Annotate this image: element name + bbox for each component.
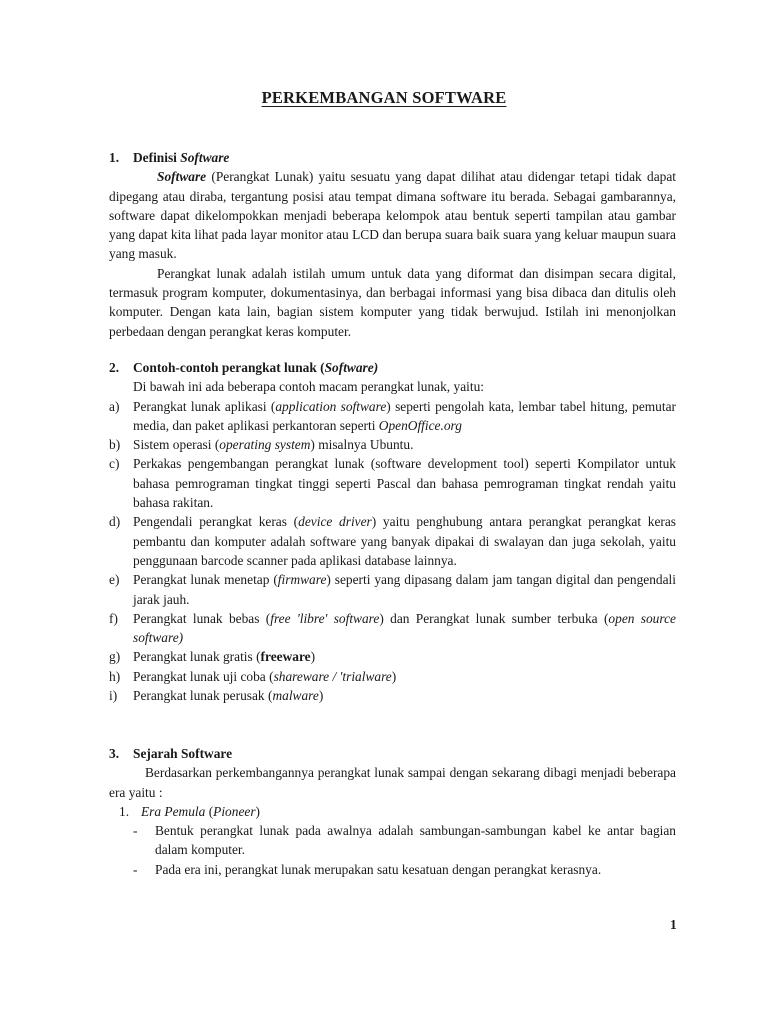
list-text: Sistem operasi (operating system) misalnya Ubuntu. xyxy=(133,437,414,453)
list-text: Perangkat lunak perusak (malware) xyxy=(133,688,324,704)
list-marker: g) xyxy=(109,649,121,665)
era-item: 1. Era Pemula (Pioneer) xyxy=(119,803,261,819)
section-heading: 3. Sejarah Software xyxy=(109,746,233,761)
list-item xyxy=(109,570,676,609)
dash-item: - Bentuk perangkat lunak pada awalnya adalah sambungan-sambungan kabel ke antar bagian dalam komputer. xyxy=(133,823,676,858)
section-heading: 2. Contoh-contoh perangkat lunak (Software) xyxy=(109,360,379,375)
list-marker: a) xyxy=(109,398,120,414)
list-item xyxy=(109,686,676,705)
paragraph: Perangkat lunak adalah istilah umum untuk data yang diformat dan disimpan secara digital, termasuk program komputer, dokumentasinya, dan berbagai informasi yang bisa dibaca dan ditulis oleh komputer. Dengan kata lain, bagian sistem komputer yang tidak berwujud. Istilah ini menonjolkan perbedaan dengan perangkat keras komputer. xyxy=(109,265,676,339)
list-marker: b) xyxy=(109,437,121,453)
section-definisi xyxy=(109,148,676,341)
section-contoh xyxy=(109,358,676,705)
list-item xyxy=(109,667,676,686)
era-details xyxy=(109,821,676,879)
list-marker: e) xyxy=(109,572,120,588)
list-item xyxy=(109,609,676,648)
list-text: Perangkat lunak bebas (free 'libre' software) dan Perangkat lunak sumber terbuka (open source software) xyxy=(133,610,676,646)
paragraph: Software (Perangkat Lunak) yaitu sesuatu yang dapat dilihat atau didengar tetapi tidak dapat dipegang atau diraba, tergantung posisi atau tempat dimana software itu berada. Sebagai gambarannya, software dapat dikelompokkan menjadi beberapa kelompok atau bentuk seperti tampilan atau gambar yang dapat kita lihat pada layar monitor atau LCD dan berupa suara baik suara yang keluar maupun suara yang masuk. xyxy=(109,169,676,262)
dash-item: - Pada era ini, perangkat lunak merupakan satu kesatuan dengan perangkat kerasnya. xyxy=(133,861,602,877)
list-marker: c) xyxy=(109,456,120,472)
list-item xyxy=(109,647,676,666)
list-text: Perangkat lunak menetap (firmware) seperti yang dipasang dalam jam tangan digital dan pengendali jarak jauh. xyxy=(133,572,677,607)
section-sejarah xyxy=(109,744,676,879)
list-marker: i) xyxy=(109,688,118,704)
section-heading: 1. Definisi Software xyxy=(109,150,230,165)
software-list xyxy=(109,397,676,706)
list-text: Perangkat lunak gratis (freeware) xyxy=(133,649,316,665)
list-text: Perangkat lunak uji coba (shareware / 'trialware) xyxy=(133,668,397,684)
page-title: PERKEMBANGAN SOFTWARE xyxy=(261,88,507,107)
intro-text: Di bawah ini ada beberapa contoh macam perangkat lunak, yaitu: xyxy=(133,379,484,395)
intro-text: Berdasarkan perkembangannya perangkat lunak sampai dengan sekarang dibagi menjadi beberapa era yaitu : xyxy=(109,765,676,800)
list-text: Perkakas pengembangan perangkat lunak (software development tool) seperti Kompilator untuk bahasa pemrograman tingkat tinggi seperti Pascal dan bahasa pemrograman tingkat rendah yaitu bahasa rakitan. xyxy=(133,456,676,511)
list-text: Perangkat lunak aplikasi (application software) seperti pengolah kata, lembar tabel hitung, pemutar media, dan paket aplikasi perkantoran seperti OpenOffice.org xyxy=(133,398,677,433)
list-item xyxy=(109,454,676,512)
list-marker: d) xyxy=(109,514,121,530)
list-item xyxy=(109,397,676,436)
page-number: 1 xyxy=(670,917,677,932)
list-text: Pengendali perangkat keras (device driver) yaitu penghubung antara perangkat perangkat keras pembantu dan komputer adalah software yang banyak dipakai di swalayan dan juga sekolah, yaitu penggunaan barcode scanner pada aplikasi database lainnya. xyxy=(133,514,677,568)
list-marker: h) xyxy=(109,668,121,684)
list-item xyxy=(109,512,676,570)
list-item xyxy=(109,435,676,454)
list-marker: f) xyxy=(109,610,118,626)
